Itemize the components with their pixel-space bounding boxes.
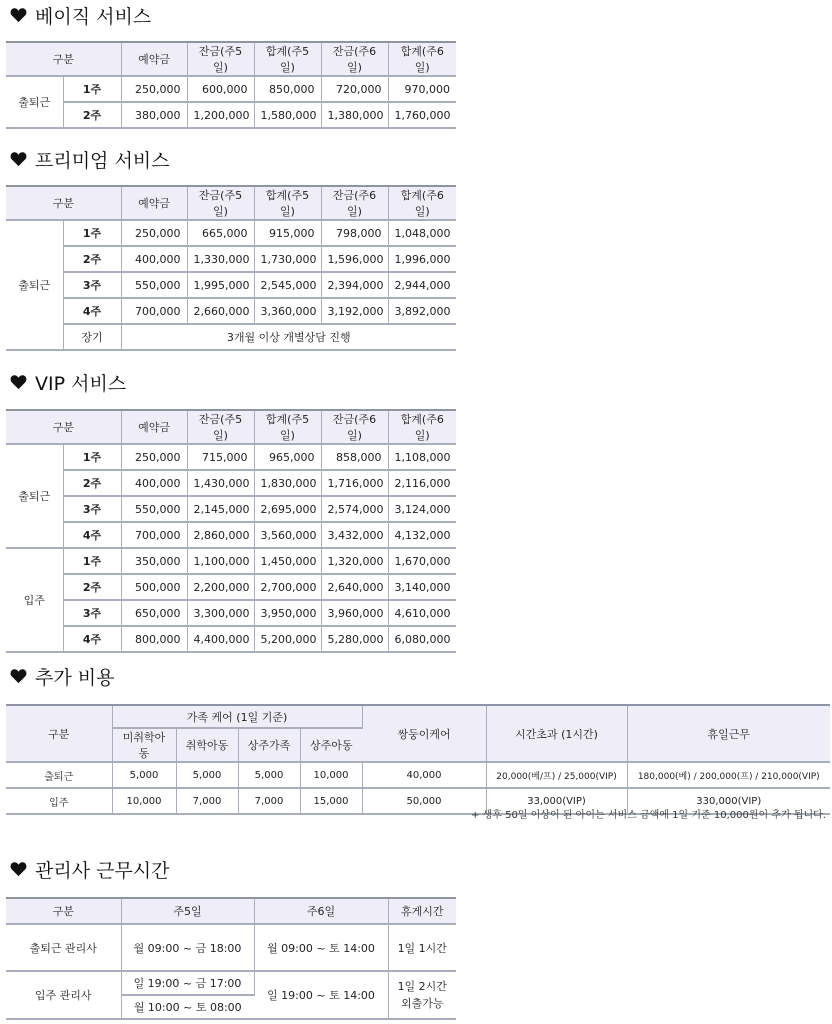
row-label: 출퇴근 관리사 (6, 924, 121, 971)
section-title-hours (10, 854, 170, 884)
row-label: 출퇴근 (6, 762, 112, 788)
table-cell: 1,996,000 (388, 246, 456, 272)
row-label: 입주 관리사 (6, 971, 121, 1019)
table-row (6, 600, 456, 626)
table-cell: 500,000 (121, 574, 187, 600)
table-cell: 850,000 (254, 76, 321, 102)
table-cell: 600,000 (187, 76, 254, 102)
table-row (6, 102, 456, 128)
table-cell (388, 971, 456, 1019)
table-cell: 1,580,000 (254, 102, 321, 128)
heart-icon (10, 151, 27, 167)
table-cell: 일 19:00 ~ 금 17:00 (121, 971, 254, 995)
header-cell: 상주가족 (238, 728, 300, 762)
table-header-row (6, 705, 830, 728)
table-cell: 5,000 (238, 762, 300, 788)
table-cell: 4,400,000 (187, 626, 254, 652)
week-label: 1주 (63, 444, 121, 470)
section-title-basic (10, 0, 151, 30)
table-cell: 3,560,000 (254, 522, 321, 548)
week-label: 2주 (63, 470, 121, 496)
table-cell: 2,860,000 (187, 522, 254, 548)
table-cell: 2,695,000 (254, 496, 321, 522)
long-term-label: 장기 (63, 324, 121, 350)
table-cell: 550,000 (121, 496, 187, 522)
week-label: 3주 (63, 272, 121, 298)
table-cell: 2,640,000 (321, 574, 388, 600)
table-cell: 5,280,000 (321, 626, 388, 652)
table-row (6, 762, 830, 788)
table-cell: 250,000 (121, 220, 187, 246)
table-row (6, 272, 456, 298)
table-cell: 3,360,000 (254, 298, 321, 324)
table-cell: 1,430,000 (187, 470, 254, 496)
table-cell: 5,000 (176, 762, 238, 788)
week-label: 4주 (63, 298, 121, 324)
table-cell: 1,320,000 (321, 548, 388, 574)
table-cell: 20,000(베/프) / 25,000(VIP) (486, 762, 627, 788)
header-cell: 미취학아동 (112, 728, 176, 762)
section-title-text: 베이직 서비스 (35, 5, 152, 28)
group-label: 출퇴근 (6, 444, 63, 548)
table-cell: 3,124,000 (388, 496, 456, 522)
table-cell: 1,048,000 (388, 220, 456, 246)
week-label: 1주 (63, 76, 121, 102)
table-cell: 1,596,000 (321, 246, 388, 272)
basic-price-table (6, 41, 456, 129)
table-cell: 400,000 (121, 470, 187, 496)
header-cell: 예약금 (121, 42, 187, 76)
header-cell: 구분 (6, 705, 112, 762)
table-cell: 800,000 (121, 626, 187, 652)
table-header-row (6, 898, 456, 924)
header-cell: 구분 (6, 186, 121, 220)
header-cell: 쌍둥이케어 (362, 705, 486, 762)
table-cell: 1,200,000 (187, 102, 254, 128)
header-cell: 구분 (6, 410, 121, 444)
week-label: 2주 (63, 574, 121, 600)
table-cell: 700,000 (121, 298, 187, 324)
table-cell: 1,330,000 (187, 246, 254, 272)
header-cell: 잔금(주6일) (321, 42, 388, 76)
extra-cost-table (6, 704, 830, 815)
heart-icon (10, 374, 27, 390)
table-cell: 월 09:00 ~ 금 18:00 (121, 924, 254, 971)
table-row (6, 971, 456, 995)
table-cell: 33,000(VIP) (486, 788, 627, 814)
header-cell: 주5일 (121, 898, 254, 924)
table-cell: 250,000 (121, 76, 187, 102)
table-row (6, 298, 456, 324)
table-cell: 1,995,000 (187, 272, 254, 298)
table-row (6, 324, 456, 350)
row-label: 입주 (6, 788, 112, 814)
table-cell: 월 10:00 ~ 토 08:00 (121, 995, 254, 1019)
header-cell: 상주아동 (300, 728, 362, 762)
table-cell: 1,100,000 (187, 548, 254, 574)
table-cell: 1,450,000 (254, 548, 321, 574)
header-cell: 합계(주6일) (388, 42, 456, 76)
week-label: 4주 (63, 522, 121, 548)
section-title-vip (10, 367, 126, 397)
table-cell: 1일 1시간 (388, 924, 456, 971)
table-cell: 50,000 (362, 788, 486, 814)
section-title-text: VIP 서비스 (35, 372, 127, 395)
table-cell: 4,610,000 (388, 600, 456, 626)
header-cell: 구분 (6, 898, 121, 924)
section-title-extra (10, 661, 114, 691)
section-title-text: 추가 비용 (35, 666, 115, 689)
header-cell: 시간초과 (1시간) (486, 705, 627, 762)
table-cell: 250,000 (121, 444, 187, 470)
table-cell: 15,000 (300, 788, 362, 814)
table-row (6, 470, 456, 496)
table-row (6, 76, 456, 102)
table-cell: 180,000(베) / 200,000(프) / 210,000(VIP) (627, 762, 830, 788)
section-title-text: 프리미엄 서비스 (35, 149, 170, 172)
table-cell: 1,760,000 (388, 102, 456, 128)
premium-price-table (6, 185, 456, 351)
table-cell: 월 09:00 ~ 토 14:00 (254, 924, 388, 971)
table-cell: 1,830,000 (254, 470, 321, 496)
table-cell: 2,116,000 (388, 470, 456, 496)
table-cell: 665,000 (187, 220, 254, 246)
table-cell: 4,132,000 (388, 522, 456, 548)
table-header-row (6, 410, 456, 444)
table-cell: 7,000 (238, 788, 300, 814)
table-cell: 1,380,000 (321, 102, 388, 128)
table-cell: 40,000 (362, 762, 486, 788)
vip-price-table (6, 409, 456, 653)
header-cell: 취학아동 (176, 728, 238, 762)
table-cell: 3,192,000 (321, 298, 388, 324)
table-cell: 715,000 (187, 444, 254, 470)
table-cell: 915,000 (254, 220, 321, 246)
table-cell: 965,000 (254, 444, 321, 470)
week-label: 1주 (63, 220, 121, 246)
heart-icon (10, 668, 27, 684)
table-cell: 1,716,000 (321, 470, 388, 496)
working-hours-table (6, 897, 456, 1020)
header-cell: 합계(주5일) (254, 42, 321, 76)
table-row (6, 626, 456, 652)
table-row (6, 924, 456, 971)
section-title-text: 관리사 근무시간 (35, 859, 170, 882)
table-row (6, 548, 456, 574)
group-label: 출퇴근 (6, 220, 63, 350)
table-cell: 550,000 (121, 272, 187, 298)
week-label: 4주 (63, 626, 121, 652)
table-cell: 970,000 (388, 76, 456, 102)
header-cell: 합계(주5일) (254, 410, 321, 444)
table-cell: 380,000 (121, 102, 187, 128)
table-cell: 10,000 (300, 762, 362, 788)
header-cell: 잔금(주6일) (321, 186, 388, 220)
header-cell: 주6일 (254, 898, 388, 924)
section-title-premium (10, 144, 170, 174)
heart-icon (10, 861, 27, 877)
table-cell: 3,300,000 (187, 600, 254, 626)
heart-icon (10, 7, 27, 23)
header-cell: 합계(주6일) (388, 410, 456, 444)
table-cell: 720,000 (321, 76, 388, 102)
table-row (6, 522, 456, 548)
table-cell: 2,394,000 (321, 272, 388, 298)
table-cell: 일 19:00 ~ 토 14:00 (254, 971, 388, 1019)
table-cell: 3,140,000 (388, 574, 456, 600)
group-label: 입주 (6, 548, 63, 652)
table-cell: 10,000 (112, 788, 176, 814)
table-cell: 5,200,000 (254, 626, 321, 652)
table-cell: 2,574,000 (321, 496, 388, 522)
long-term-text: 3개월 이상 개별상담 진행 (121, 324, 456, 350)
table-cell: 3,432,000 (321, 522, 388, 548)
table-cell: 400,000 (121, 246, 187, 272)
table-row (6, 220, 456, 246)
table-cell: 3,892,000 (388, 298, 456, 324)
group-label: 출퇴근 (6, 76, 63, 128)
header-cell: 잔금(주5일) (187, 410, 254, 444)
week-label: 3주 (63, 496, 121, 522)
table-cell: 330,000(VIP) (627, 788, 830, 814)
header-cell: 잔금(주5일) (187, 42, 254, 76)
header-cell: 예약금 (121, 410, 187, 444)
table-row (6, 574, 456, 600)
table-cell: 2,145,000 (187, 496, 254, 522)
table-cell: 2,700,000 (254, 574, 321, 600)
header-cell: 예약금 (121, 186, 187, 220)
header-cell: 합계(주5일) (254, 186, 321, 220)
table-row (6, 496, 456, 522)
table-cell: 7,000 (176, 788, 238, 814)
week-label: 2주 (63, 102, 121, 128)
table-cell: 350,000 (121, 548, 187, 574)
table-row (6, 444, 456, 470)
break-line: 1일 2시간 (397, 980, 447, 993)
table-cell: 650,000 (121, 600, 187, 626)
table-cell: 2,545,000 (254, 272, 321, 298)
table-cell: 858,000 (321, 444, 388, 470)
header-cell: 휴게시간 (388, 898, 456, 924)
table-cell: 3,950,000 (254, 600, 321, 626)
table-cell: 2,200,000 (187, 574, 254, 600)
table-row (6, 246, 456, 272)
header-cell: 구분 (6, 42, 121, 76)
header-cell: 잔금(주5일) (187, 186, 254, 220)
surcharge-note: + 생후 50일 이상이 된 아이는 서비스 금액에 1일 기준 10,000원이 추가 됩니다. (471, 810, 826, 821)
header-cell: 잔금(주6일) (321, 410, 388, 444)
table-cell: 700,000 (121, 522, 187, 548)
table-cell: 2,660,000 (187, 298, 254, 324)
table-cell: 798,000 (321, 220, 388, 246)
header-cell: 가족 케어 (1일 기준) (112, 705, 362, 728)
table-header-row (6, 42, 456, 76)
week-label: 3주 (63, 600, 121, 626)
table-cell: 3,960,000 (321, 600, 388, 626)
table-cell: 1,670,000 (388, 548, 456, 574)
table-cell: 6,080,000 (388, 626, 456, 652)
table-cell: 5,000 (112, 762, 176, 788)
table-header-row (6, 186, 456, 220)
table-cell: 1,730,000 (254, 246, 321, 272)
week-label: 1주 (63, 548, 121, 574)
break-line: 외출가능 (400, 997, 444, 1010)
week-label: 2주 (63, 246, 121, 272)
header-cell: 합계(주6일) (388, 186, 456, 220)
table-cell: 2,944,000 (388, 272, 456, 298)
table-cell: 1,108,000 (388, 444, 456, 470)
header-cell: 휴일근무 (627, 705, 830, 762)
